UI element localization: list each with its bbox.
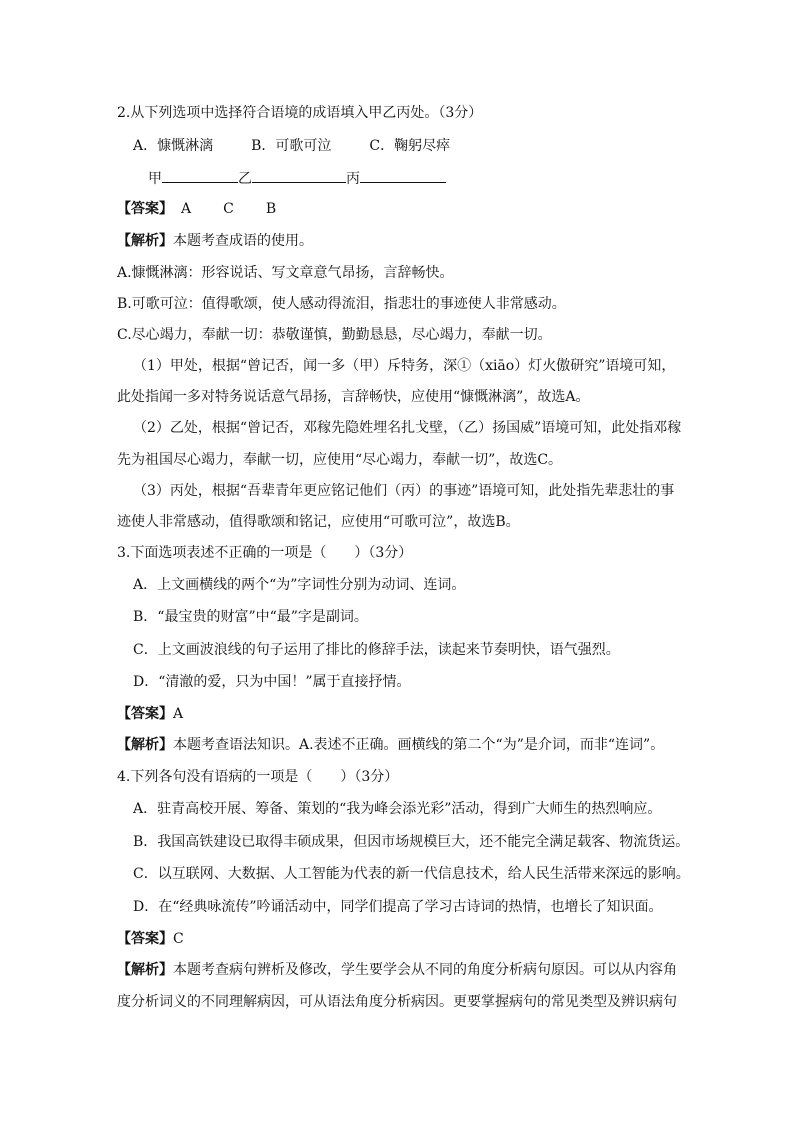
explanation-text: 本题考查语法知识。A.表述不正确。画横线的第二个“为”是介词，而非“连词”。 — [173, 737, 665, 753]
blank-label-bing: 丙 — [346, 171, 360, 187]
q4-explanation — [117, 961, 677, 979]
q2-blanks — [148, 168, 446, 188]
answer-value: B — [265, 201, 277, 217]
q2-explanation — [117, 232, 313, 250]
explanation-line: （3）丙处，根据“吾辈青年更应铭记他们（丙）的事迹”语境可知，此处指先辈悲壮的事 — [133, 483, 675, 499]
q2-option-a: A．慷慨淋漓 — [133, 138, 214, 154]
q2-title: 2.从下列选项中选择符合语境的成语填入甲乙丙处。（3分） — [117, 105, 483, 121]
explanation-line: （1）甲处，根据“曾记否，闻一多（甲）斥特务，深①（xiāo）灯火傲研究”语境可知， — [133, 358, 676, 374]
q3-explanation — [117, 736, 664, 754]
explanation-line: A.慷慨淋漓：形容说话、写文章意气昂扬，言辞畅快。 — [117, 265, 454, 281]
explanation-line: 迹使人非常感动，值得歌颂和铭记，应使用“可歌可泣”，故选B。 — [117, 514, 520, 530]
explanation-line: 度分析词义的不同理解病因，可从语法角度分析病因。更要掌握病句的常见类型及辨识病句 — [117, 994, 677, 1010]
explanation-line: （2）乙处，根据“曾记否，邓稼先隐姓埋名扎戈壁，（乙）扬国威”语境可知，此处指邓稼 — [133, 420, 682, 436]
blank-label-yi: 乙 — [238, 171, 252, 187]
blank-label-jia: 甲 — [148, 171, 162, 187]
q4-option-b: B．我国高铁建设已取得丰硕成果，但因市场规模巨大，还不能完全满足载客、物流货运。 — [133, 834, 690, 850]
q3-option-a: A．上文画横线的两个“为”字词性分别为动词、连词。 — [133, 577, 466, 593]
q4-title: 4.下列各句没有语病的一项是（ ）（3分） — [117, 769, 399, 785]
explanation-line: C.尽心竭力，奉献一切：恭敬谨慎，勤勤恳恳，尽心竭力，奉献一切。 — [117, 327, 552, 343]
answer-label: 【答案】 — [117, 931, 173, 947]
q2-answer — [117, 200, 276, 218]
answer-value: C — [173, 931, 184, 947]
q3-title: 3.下面选项表述不正确的一项是（ ）（3分） — [117, 545, 413, 561]
q2-option-c: C．鞠躬尽瘁 — [369, 138, 451, 154]
explanation-label: 【解析】 — [117, 233, 173, 249]
explanation-label: 【解析】 — [117, 737, 173, 753]
answer-value: A — [181, 201, 192, 217]
answer-value: A — [173, 706, 184, 722]
q4-option-d: D．在“经典咏流传”吟诵活动中，同学们提高了学习古诗词的热情，也增长了知识面。 — [133, 899, 663, 915]
answer-value: C — [223, 201, 234, 217]
explanation-line: B.可歌可泣：值得歌颂，使人感动得流泪，指悲壮的事迹使人非常感动。 — [117, 296, 566, 312]
explanation-label: 【解析】 — [117, 962, 173, 978]
q4-option-a: A．驻青高校开展、筹备、策划的“我为峰会添光彩”活动，得到广大师生的热烈响应。 — [133, 801, 662, 817]
explanation-line: 此处指闻一多对特务说话意气昂扬，言辞畅快，应使用“慷慨淋漓”，故选A。 — [117, 389, 590, 405]
q3-option-d: D．“清澈的爱，只为中国！”属于直接抒情。 — [133, 674, 411, 690]
q3-answer — [117, 705, 183, 723]
explanation-text: 本题考查成语的使用。 — [173, 233, 313, 249]
answer-label: 【答案】 — [117, 201, 173, 217]
q3-option-b: B．“最宝贵的财富”中“最”字是副词。 — [133, 609, 368, 625]
blank-line-bing — [360, 168, 446, 183]
q4-answer — [117, 930, 184, 948]
blank-line-jia — [162, 168, 238, 183]
explanation-text: 本题考查病句辨析及修改，学生要学会从不同的角度分析病句原因。可以从内容角 — [173, 962, 677, 978]
explanation-line: 先为祖国尽心竭力，奉献一切，应使用“尽心竭力，奉献一切”，故选C。 — [117, 452, 563, 468]
q2-option-b: B．可歌可泣 — [251, 138, 332, 154]
q2-options — [133, 137, 450, 155]
blank-line-yi — [252, 168, 346, 183]
answer-label: 【答案】 — [117, 706, 173, 722]
q4-option-c: C．以互联网、大数据、人工智能为代表的新一代信息技术，给人民生活带来深远的影响。 — [133, 866, 690, 882]
q3-option-c: C．上文画波浪线的句子运用了排比的修辞手法，读起来节奏明快，语气强烈。 — [133, 642, 620, 658]
